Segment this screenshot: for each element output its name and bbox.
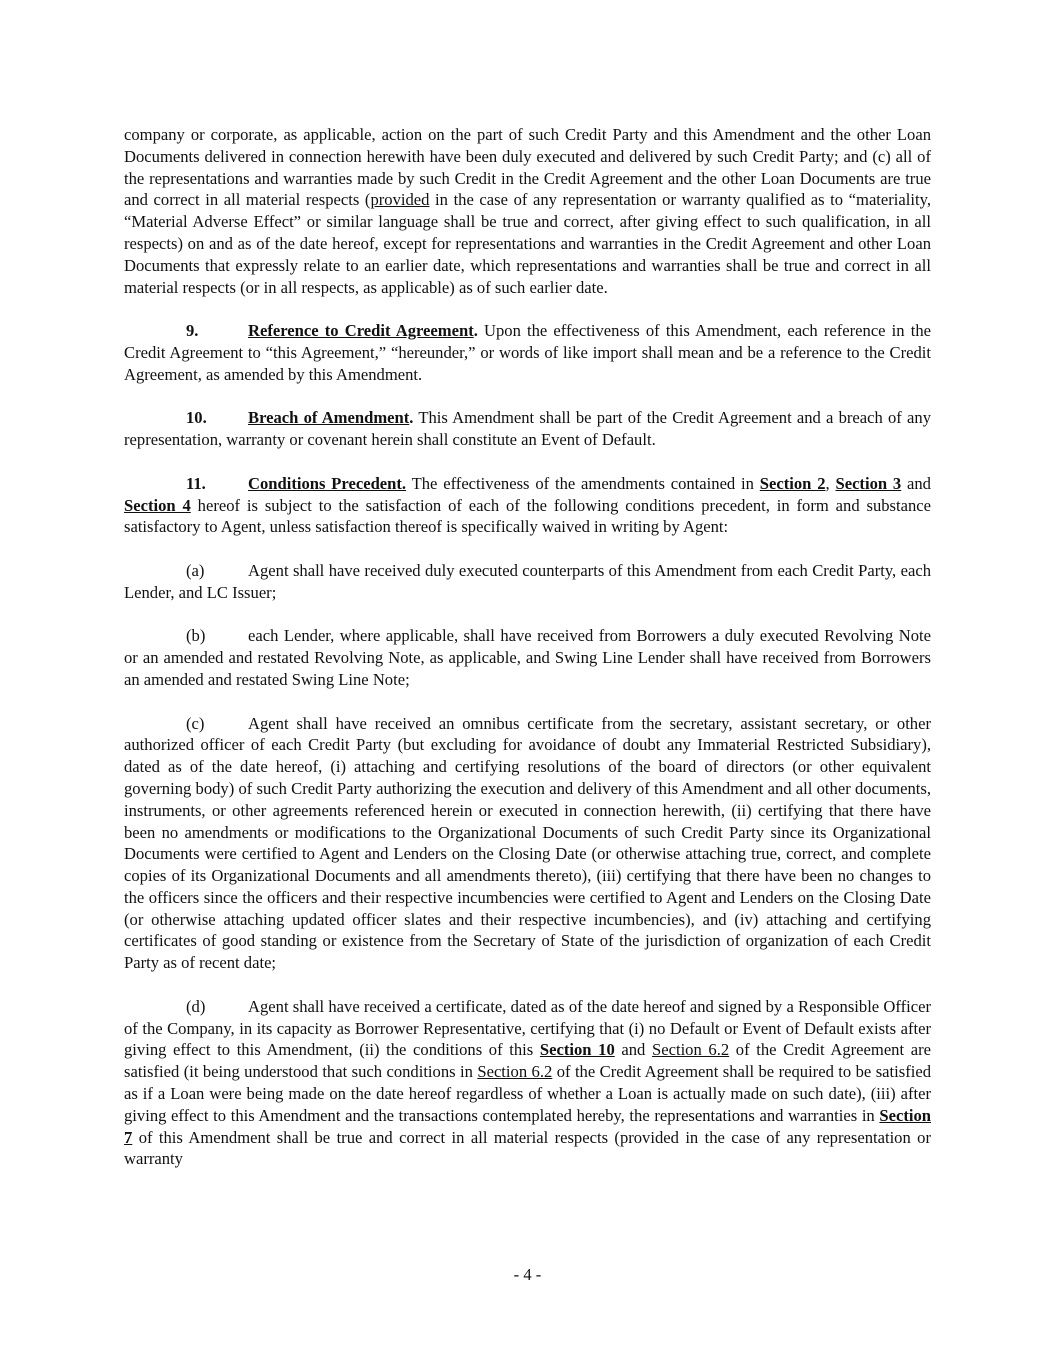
- clause-label: (b): [186, 626, 206, 646]
- clause-label: (d): [186, 996, 206, 1016]
- section-reference: Section 7: [124, 1105, 931, 1147]
- section-number: 10.: [186, 408, 207, 428]
- section-9: 9. Reference to Credit Agreement. Upon the effectiveness of this Amendment, each reference in the Credit Agreement to “this Agreement,” “hereunder,” or words of like import shall mean and be a reference to the Credit Agreement, as amended by this Amendment.: [124, 321, 931, 384]
- document-page: [124, 124, 931, 1192]
- section-number: 11.: [186, 473, 206, 493]
- clause-label: (c): [186, 713, 205, 733]
- clause-label: (a): [186, 560, 205, 580]
- section-heading: Conditions Precedent.: [248, 473, 407, 493]
- section-number: 9.: [186, 321, 199, 341]
- clause-b: (b) each Lender, where applicable, shall have received from Borrowers a duly executed Revolving Note or an amended and restated Revolving Note, as applicable, and Swing Line Lender shall have received from Borrowers an amended and restated Swing Line Note;: [124, 626, 931, 689]
- section-reference: Section 10: [539, 1040, 615, 1060]
- section-reference: Section 6.2: [477, 1062, 553, 1082]
- section-reference: Section 4: [124, 495, 191, 515]
- section-reference: Section 6.2: [652, 1040, 730, 1060]
- page-number: - 4 -: [513, 1265, 542, 1284]
- clause-a: (a) Agent shall have received duly executed counterparts of this Amendment from each Credit Party, each Lender, and LC Issuer;: [124, 560, 931, 602]
- clause-d: (d) Agent shall have received a certificate, dated as of the date hereof and signed by a Responsible Officer of the Company, in its capacity as Borrower Representative, certifying that (i) no Default or Event of Default exists after giving effect to this Amendment, (ii) the conditions of this Section 10 and Section 6.2 of the Credit Agreement are satisfied (it being understood that such conditions in Section 6.2 of the Credit Agreement shall be required to be satisfied as if a Loan were being made on the date hereof regardless of whether a Loan is actually made on such date), (iii) after giving effect to this Amendment and the transactions contemplated hereby, the representations and warranties in Section 7 of this Amendment shall be true and correct in all material respects (provided in the case of any representation or warranty: [124, 996, 931, 1169]
- clause-c: (c) Agent shall have received an omnibus certificate from the secretary, assistant secretary, or other authorized officer of each Credit Party (but excluding for avoidance of doubt any Immaterial Restricted Subsidiary), dated as of the date hereof, (i) attaching and certifying resolutions of the board of directors (or other equivalent governing body) of such Credit Party authorizing the execution and delivery of this Amendment and all other documents, instruments, or other agreements referenced herein or executed in connection herewith, (ii) certifying that there have been no amendments or modifications to the Organizational Documents of such Credit Party since its Organizational Documents were certified to Agent and Lenders on the Closing Date (or otherwise attaching true, correct, and complete copies of its Organizational Documents and all amendments thereto), (iii) certifying that there have been no changes to the officers since the officers and their respective incumbencies were certified to Agent and Lenders on the Closing Date (or otherwise attaching updated officer slates and their respective incumbencies), and (iv) attaching and certifying certificates of good standing or existence from the Secretary of State of the jurisdiction of organization of each Credit Party as of recent date;: [124, 713, 931, 973]
- paragraph-intro: company or corporate, as applicable, action on the part of such Credit Party and this Amendment and the other Loan Documents delivered in connection herewith have been duly executed and delivered by such Credit Party; and (c) all of the representations and warranties made by such Credit in the Credit Agreement and the other Loan Documents are true and correct in all material respects (provided in the case of any representation or warranty qualified as to “materiality, “Material Adverse Effect” or similar language shall be true and correct, after giving effect to such qualification, in all respects) on and as of the date hereof, except for representations and warranties in the Credit Agreement and other Loan Documents that expressly relate to an earlier date, which representations and warranties shall be true and correct in all material respects (or in all respects, as applicable) as of such earlier date.: [124, 125, 931, 297]
- section-10: 10. Breach of Amendment. This Amendment shall be part of the Credit Agreement and a breach of any representation, warranty or covenant herein shall constitute an Event of Default.: [124, 408, 931, 450]
- section-reference: Section 3: [835, 473, 902, 493]
- section-heading: Breach of Amendment: [248, 408, 410, 428]
- section-11: 11. Conditions Precedent. The effectiveness of the amendments contained in Section 2, Section 3 and Section 4 hereof is subject to the satisfaction of each of the following conditions precedent, in form and substance satisfactory to Agent, unless satisfaction thereof is specifically waived in writing by Agent:: [124, 473, 931, 537]
- section-reference: Section 2: [759, 473, 826, 493]
- section-heading: Reference to Credit Agreement: [248, 321, 474, 341]
- provided-term: provided: [370, 190, 430, 210]
